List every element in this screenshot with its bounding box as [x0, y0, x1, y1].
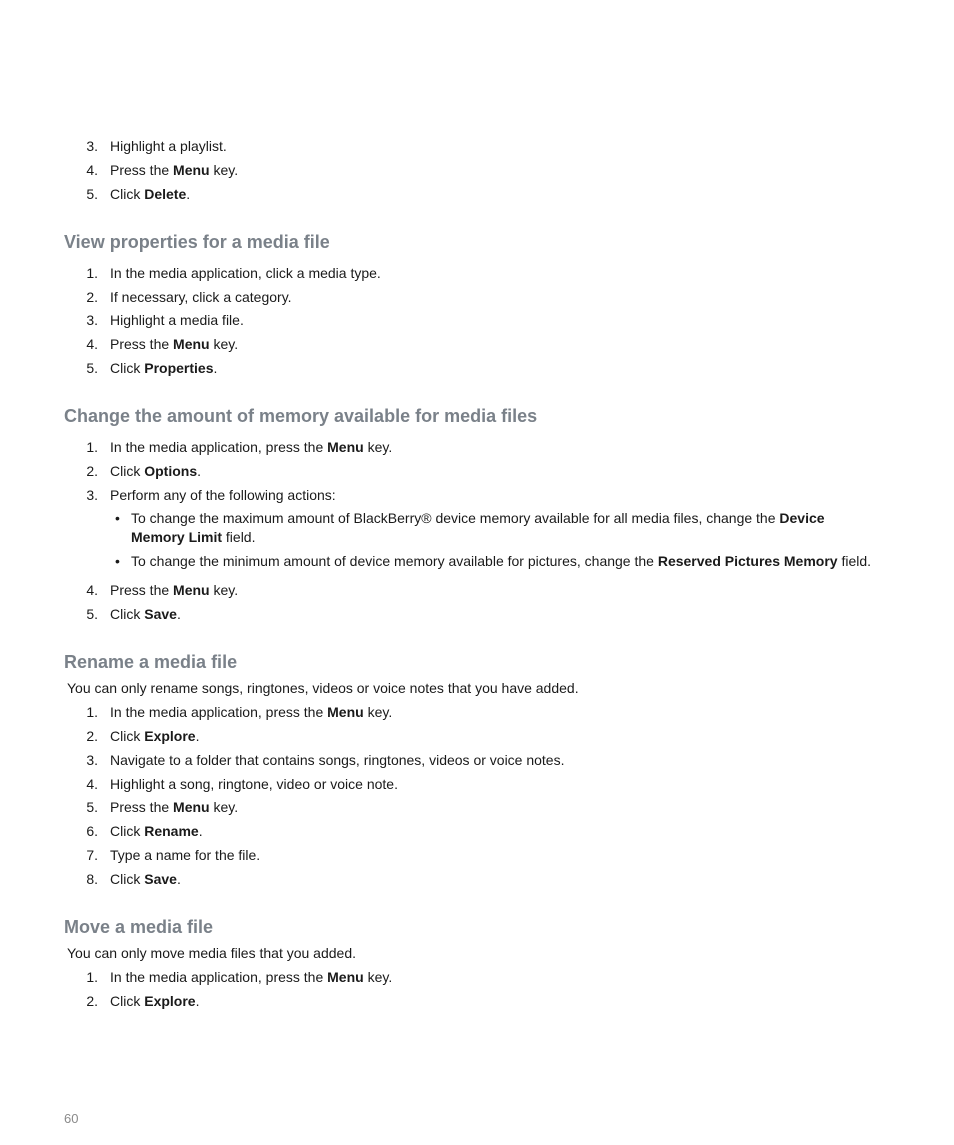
step-number: 3. [86, 487, 98, 503]
step-number: 5. [86, 606, 98, 622]
step-number: 4. [86, 776, 98, 792]
step-number: 2. [86, 993, 98, 1009]
step-number: 2. [86, 289, 98, 305]
section-heading: Move a media file [64, 917, 214, 937]
section-intro: You can only rename songs, ringtones, videos or voice notes that you have added. [67, 680, 579, 696]
section-heading: View properties for a media file [64, 232, 330, 252]
step-number: 5. [86, 360, 98, 376]
step-number: 1. [86, 439, 98, 455]
step-number: 5. [86, 799, 98, 815]
step-number: 3. [86, 312, 98, 328]
step-number: 2. [86, 728, 98, 744]
bullet-item: • To change the minimum amount of device memory available for pictures, change the Reserved Pictures Memory field. [115, 553, 872, 569]
step-number: 2. [86, 463, 98, 479]
step-number: 4. [86, 162, 98, 178]
bullet-icon: • [115, 510, 120, 526]
section-heading: Rename a media file [64, 652, 238, 672]
bullet-icon: • [115, 553, 120, 569]
step-number: 7. [86, 847, 98, 863]
step-number: 1. [86, 704, 98, 720]
bullet-item: • To change the maximum amount of BlackBerry® device memory available for all media files, change the Device Memory Limit field. [115, 510, 825, 545]
step-number: 4. [86, 582, 98, 598]
page-number: 60 [64, 1111, 79, 1126]
section-intro: You can only move media files that you added. [67, 945, 357, 961]
step-number: 5. [86, 186, 98, 202]
section-heading: Change the amount of memory available for media files [64, 406, 538, 426]
step-number: 3. [86, 138, 98, 154]
step-number: 6. [86, 823, 98, 839]
step-number: 3. [86, 752, 98, 768]
step-number: 1. [86, 265, 98, 281]
step-number: 8. [86, 871, 98, 887]
step-number: 1. [86, 969, 98, 985]
step-number: 4. [86, 336, 98, 352]
